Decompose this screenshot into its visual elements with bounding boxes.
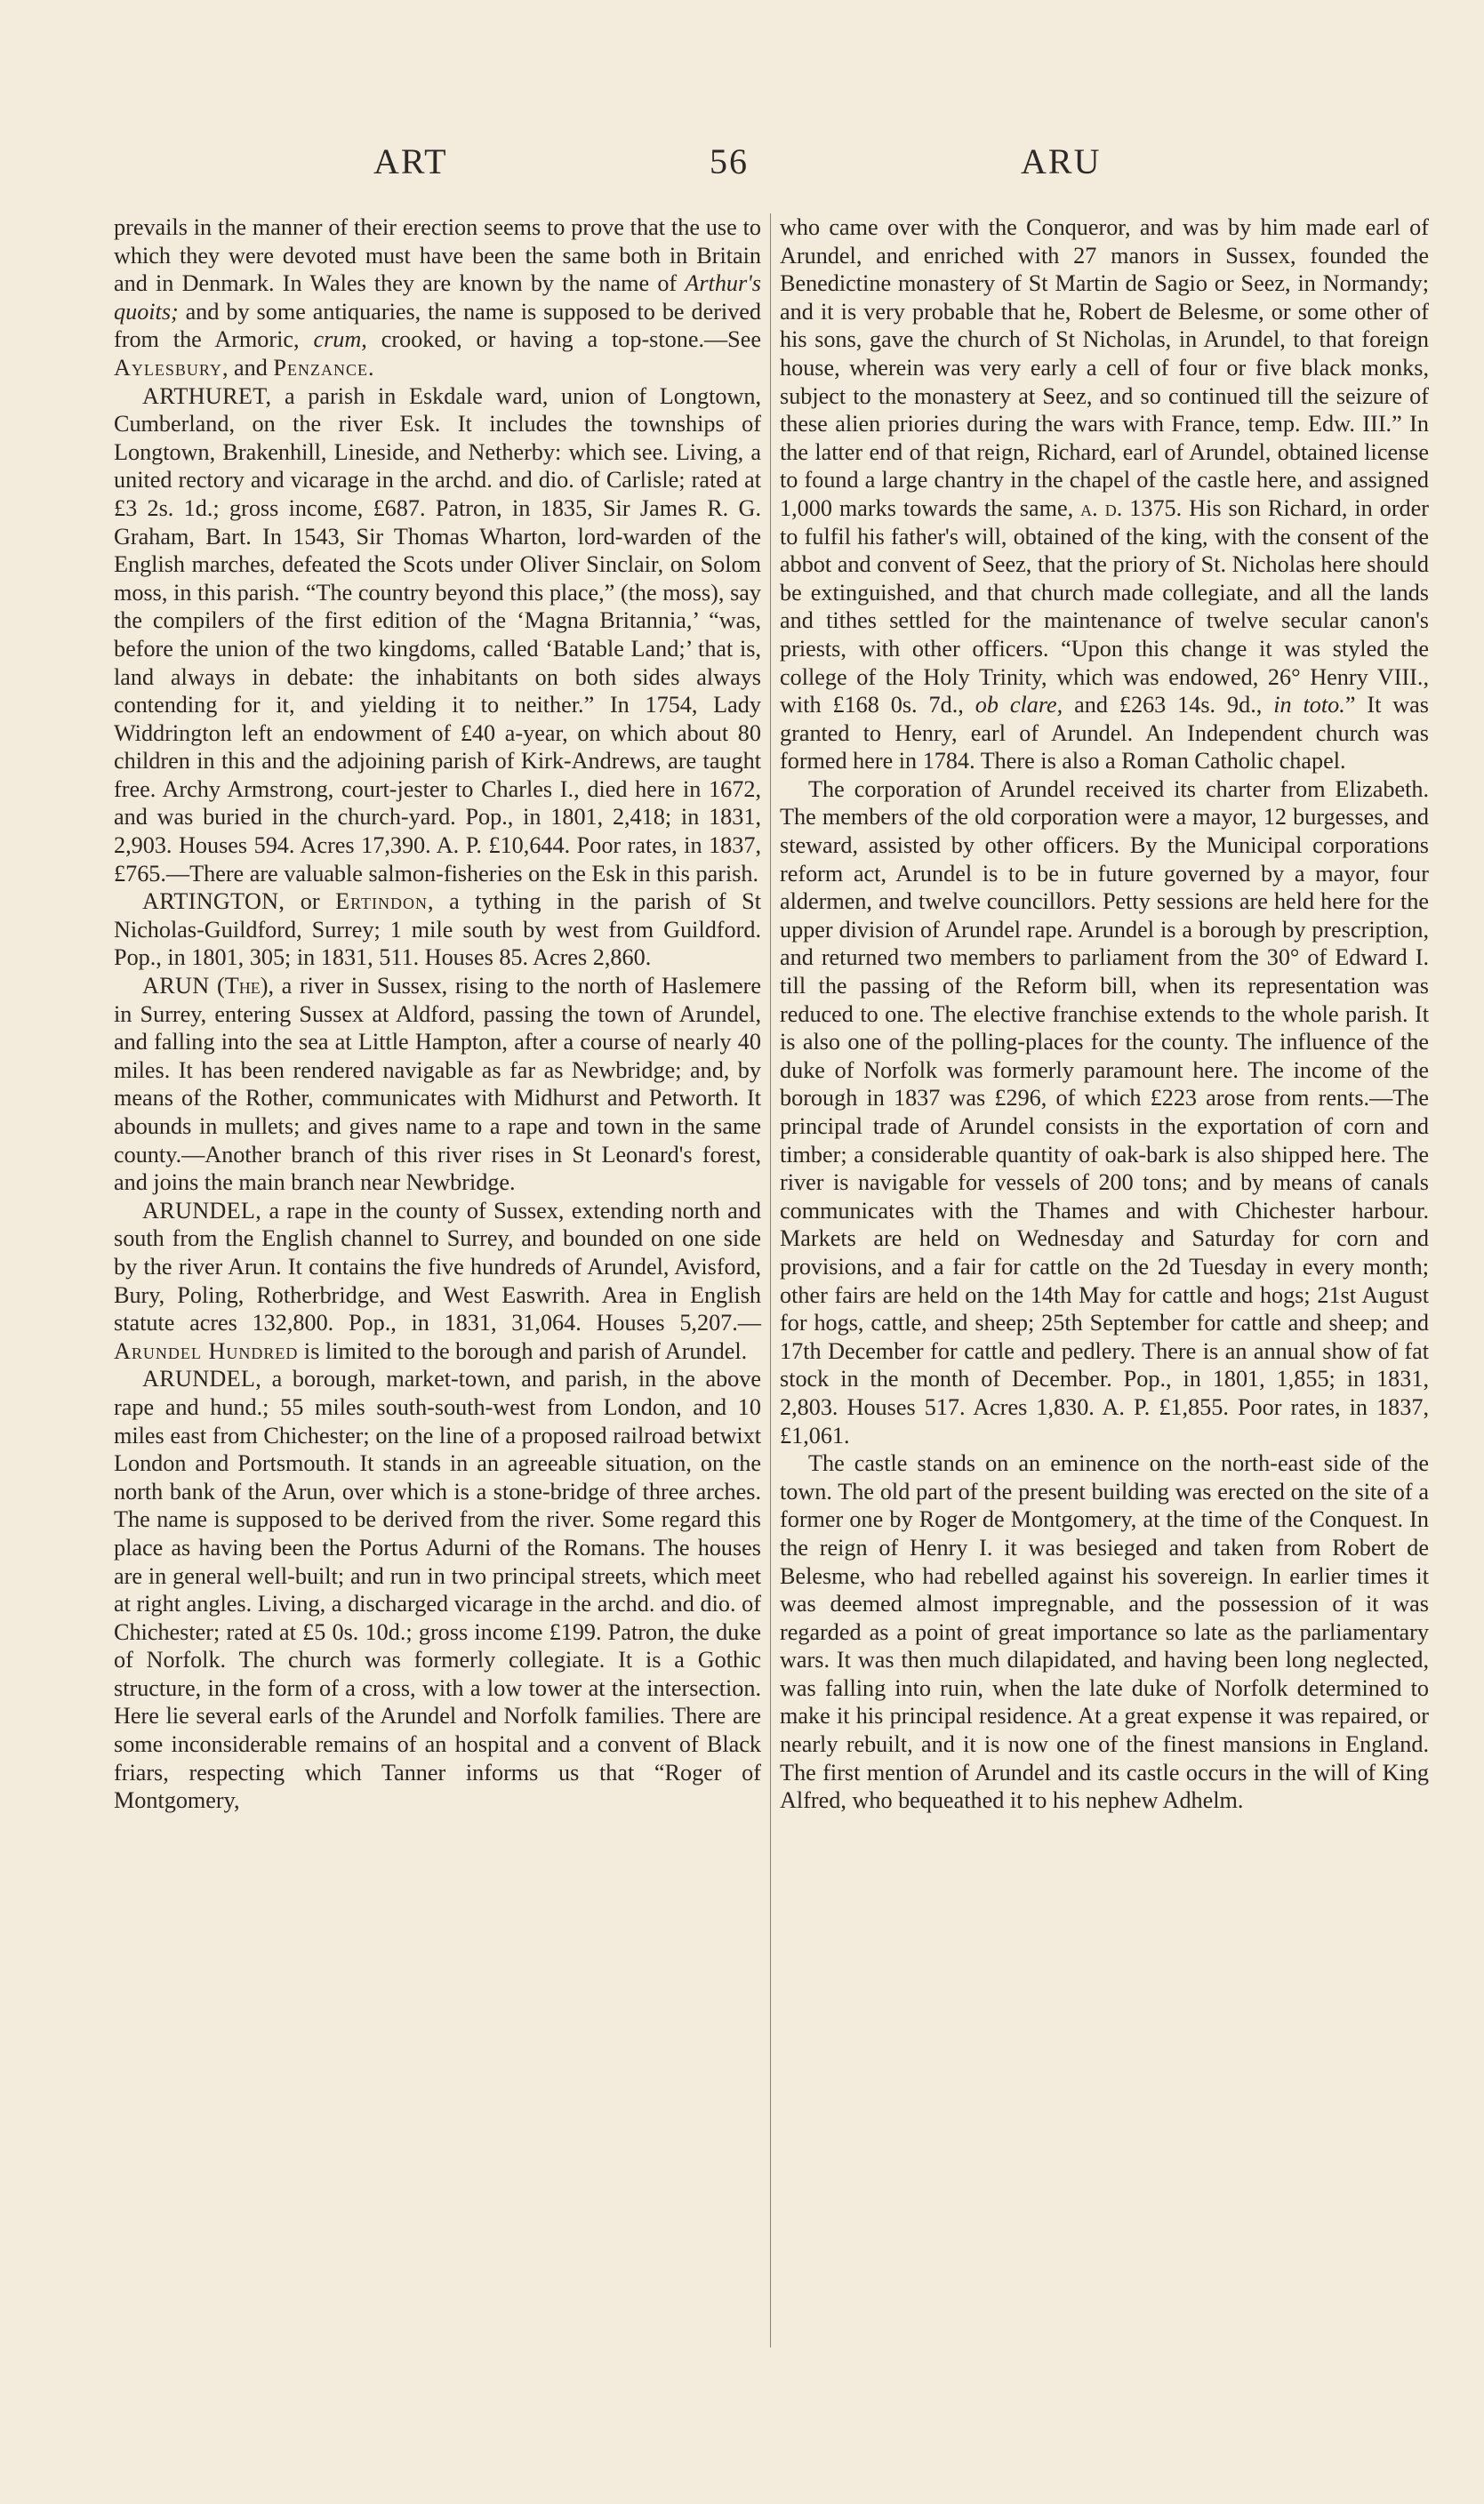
entry-headword: ARTHURET, bbox=[142, 382, 272, 409]
alternate-name: Ertindon bbox=[335, 888, 429, 915]
sub-heading: Arundel Hundred bbox=[114, 1337, 299, 1364]
entry-headword: ARUNDEL, bbox=[142, 1197, 262, 1224]
paragraph-castle: The castle stands on an eminence on the north-east side of the town. The old part of the present building was erected on the site of a former one by Roger de Montgomery, at the time of the Conquest. In the reign of Henry I. it was besieged and taken from Robert de Belesme, who had rebelled against his sovereign. In earlier times it was deemed almost impregnable, and the possession of it was regarded as a point of great importance so late as the parliamentary wars. It was then much dilapidated, and having been long neglected, was falling into ruin, when the late duke of Norfolk determined to make it his principal residence. At a great expense it was repaired, or nearly rebuilt, and it is now one of the finest mansions in England. The first mention of Arundel and its castle occurs in the will of King Alfred, who bequeathed it to his nephew Adhelm. bbox=[780, 1450, 1429, 1814]
entry-arundel-borough: ARUNDEL, a borough, market-town, and parish, in the above rape and hund.; 55 miles south-south-west from London, and 10 miles east from Chichester; on the line of a proposed railroad betwixt London and Portsmouth. It stands in an agreeable situation, on the north bank of the Arun, over which is a stone-bridge of three arches. The name is supposed to be derived from the river. Some regard this place as having been the Portus Adurni of the Romans. The houses are in general well-built; and run in two principal streets, which meet at right angles. Living, a discharged vicarage in the archd. and dio. of Chichester; rated at £5 0s. 10d.; gross income £199. Patron, the duke of Norfolk. The church was formerly collegiate. It is a Gothic structure, in the form of a cross, with a low tower at the intersection. Here lie several earls of the Arundel and Norfolk families. There are some inconsiderable remains of an hospital and a convent of Black friars, respecting which Tanner informs us that “Roger of Montgomery, bbox=[114, 1366, 761, 1814]
entry-artington: ARTINGTON, or Ertindon, a tything in the parish of St Nicholas-Guildford, Surrey; 1 mile south by west from Guildford. Pop., in 1801, 305; in 1831, 511. Houses 85. Acres 2,860. bbox=[114, 888, 761, 971]
column-divider bbox=[770, 213, 771, 2348]
entry-arun: ARUN (The), a river in Sussex, rising to the north of Haslemere in Surrey, entering Sussex at Aldford, passing the town of Arundel, and falling into the sea at Little Hampton, after a course of nearly 40 miles. It has been rendered navigable as far as Newbridge; and, by means of the Rother, communicates with Midhurst and Petworth. It abounds in mullets; and gives name to a rape and town in the same county.—Another branch of this river rises in St Leonard's forest, and joins the main branch near Newbridge. bbox=[114, 973, 761, 1196]
entry-headword: ARUNDEL, bbox=[142, 1366, 262, 1392]
cross-reference: Aylesbury bbox=[114, 354, 222, 381]
entry-headword: ARTINGTON, bbox=[142, 888, 285, 915]
entry-arthuret: ARTHURET, a parish in Eskdale ward, union of Longtown, Cumberland, on the river Esk. It includes the townships of Longtown, Brakenhill, Lineside, and Netherby: which see. Living, a united rectory and vicarage in the archd. and dio. of Carlisle; rated at £3 2s. 1d.; gross income, £687. Patron, in 1835, Sir James R. G. Graham, Bart. In 1543, Sir Thomas Wharton, lord-warden of the English marches, defeated the Scots under Oliver Sinclair, on Solom moss, in this parish. “The country beyond this place,” (the moss), say the compilers of the first edition of the ‘Magna Britannia,’ “was, before the union of the two kingdoms, called ‘Batable Land;’ that is, land always in debate: the inhabitants on both sides always contending for it, and yielding it to neither.” In 1754, Lady Widdrington left an endowment of £40 a-year, on which about 80 children in this and the adjoining parish of Kirk-Andrews, are taught free. Archy Armstrong, court-jester to Charles I., died here in 1672, and was buried in the church-yard. Pop., in 1801, 2,418; in 1831, 2,903. Houses 594. Acres 17,390. A. P. £10,644. Poor rates, in 1837, £765.—There are valuable salmon-fisheries on the Esk in this parish. bbox=[114, 382, 761, 887]
running-head-right: ARU bbox=[1021, 141, 1102, 181]
running-head-left: ART bbox=[373, 141, 448, 181]
cross-reference: Penzance bbox=[273, 354, 368, 381]
entry-headword: ARUN bbox=[142, 973, 210, 999]
continuation-paragraph: who came over with the Conqueror, and was by him made earl of Arundel, and enriched with 27 manors in Sussex, founded the Benedictine monastery of St Martin de Sagio or Seez, in Normandy; and it is very probable that he, Robert de Belesme, or some other of his sons, gave the church of St Nicholas, in Arundel, to that foreign house, wherein was very early a cell of four or five black monks, subject to the monastery at Seez, and so continued till the seizure of these alien priories during the wars with France, temp. Edw. III.” In the latter end of that reign, Richard, earl of Arundel, obtained license to found a large chantry in the chapel of the castle here, and assigned 1,000 marks towards the same, a. d. 1375. His son Richard, in order to fulfil his father's will, obtained of the king, with the consent of the abbot and convent of Seez, that the priory of St. Nicholas here should be extinguished, and that church made collegiate, and all the lands and tithes settled for the maintenance of twelve secular canon's priests, with other officers. “Upon this change it was styled the college of the Holy Trinity, which was endowed, 26° Henry VIII., with £168 0s. 7d., ob clare, and £263 14s. 9d., in toto.” It was granted to Henry, earl of Arundel. An Independent church was formed here in 1784. There is also a Roman Catholic chapel. bbox=[780, 214, 1429, 774]
left-column bbox=[114, 213, 761, 1815]
entry-arundel-rape: ARUNDEL, a rape in the county of Sussex, extending north and south from the English channel to Surrey, and bounded on one side by the river Arun. It contains the five hundreds of Arundel, Avisford, Bury, Poling, Rotherbridge, and West Easwrith. Area in English statute acres 132,800. Pop., in 1831, 31,064. Houses 5,207.—Arundel Hundred is limited to the borough and parish of Arundel. bbox=[114, 1197, 761, 1364]
page-number: 56 bbox=[710, 141, 749, 181]
paragraph-corporation: The corporation of Arundel received its charter from Elizabeth. The members of the old corporation were a mayor, 12 burgesses, and steward, assisted by other officers. By the Municipal corporations reform act, Arundel is to be in future governed by a mayor, four aldermen, and twelve councillors. Petty sessions are held here for the upper division of Arundel rape. Arundel is a borough by prescription, and returned two members to parliament from the 30° of Edward I. till the passing of the Reform bill, when its representation was reduced to one. The elective franchise extends to the whole parish. It is also one of the polling-places for the county. The influence of the duke of Norfolk was formerly paramount here. The income of the borough in 1837 was £296, of which £223 arose from rents.—The principal trade of Arundel consists in the exportation of corn and timber; a considerable quantity of oak-bark is also shipped here. The river is navigable for vessels of 200 tons; and by means of canals communicates with the Thames and with Chichester harbour. Markets are held on Wednesday and Saturday for corn and provisions, and a fair for cattle on the 2d Tuesday in every month; other fairs are held on the 14th May for cattle and hogs; 21st August for hogs, cattle, and sheep; 25th September for cattle and sheep; and 17th December for cattle and pedlery. There is an annual show of fat stock in the month of December. Pop., in 1801, 1,855; in 1831, 2,803. Houses 517. Acres 1,830. A. P. £1,855. Poor rates, in 1837, £1,061. bbox=[780, 775, 1429, 1449]
right-column bbox=[780, 213, 1429, 1815]
continuation-paragraph: prevails in the manner of their erection seems to prove that the use to which they were devoted must have been the same both in Britain and in Denmark. In Wales they are known by the name of Arthur's quoits; and by some antiquaries, the name is supposed to be derived from the Armoric, crum, crooked, or having a top-stone.—See Aylesbury, and Penzance. bbox=[114, 214, 761, 381]
running-head bbox=[0, 133, 1484, 187]
